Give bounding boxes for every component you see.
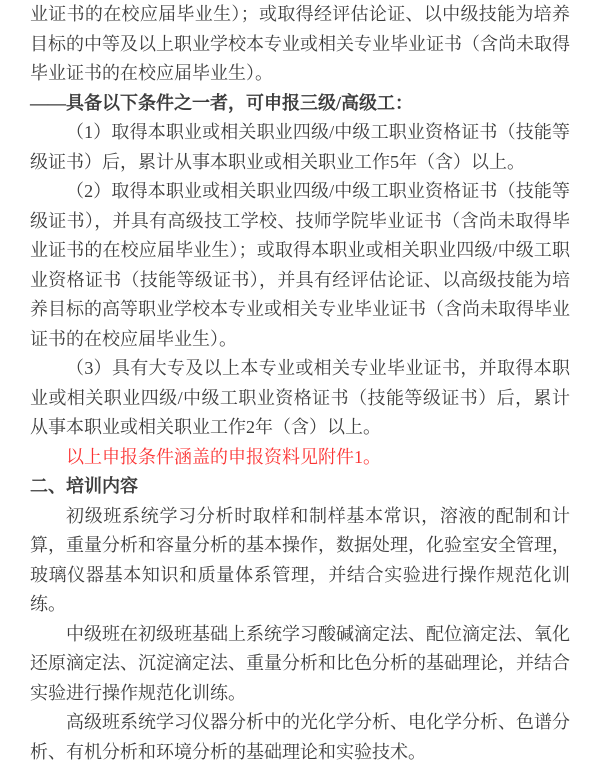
condition-item-1: （1）取得本职业或相关职业四级/中级工职业资格证书（技能等级证书）后，累计从事本职业或相关职业工作5年（含）以上。 <box>30 122 570 172</box>
heading-conditions-level3: ——具备以下条件之一者，可申报三级/高级工： <box>30 92 413 113</box>
paragraph-beginner-class: 初级班系统学习分析时取样和制样基本常识，溶液的配制和计算，重量分析和容量分析的基本操作，数据处理，化验室安全管理，玻璃仪器基本知识和质量体系管理，并结合实验进行操作规范化训练。 <box>30 505 570 614</box>
paragraph-intermediate-class: 中级班在初级班基础上系统学习酸碱滴定法、配位滴定法、氧化还原滴定法、沉淀滴定法、重量分析和比色分析的基础理论，并结合实验进行操作规范化训练。 <box>30 623 570 703</box>
section-heading-training-content: 二、培训内容 <box>30 476 138 496</box>
paragraph-advanced-class: 高级班系统学习仪器分析中的光化学分析、电化学分析、色谱分析、有机分析和环境分析的基础理论和实验技术。 <box>30 712 570 762</box>
paragraph-continuation: 业证书的在校应届毕业生）；或取得经评估论证、以中级技能为培养目标的中等及以上职业学校本专业或相关专业毕业证书（含尚未取得毕业证书的在校应届毕业生）。 <box>30 4 570 83</box>
condition-item-2: （2）取得本职业或相关职业四级/中级工职业资格证书（技能等级证书），并具有高级技工学校、技师学院毕业证书（含尚未取得毕业证书的在校应届毕业生）；或取得本职业或相关职业四级/中级工职业资格证书（技能等级证书），并具有经评估论证、以高级技能为培养目标的高等职业学校本专业或相关专业毕业证书（含尚未取得毕业证书的在校应届毕业生）。 <box>30 181 570 349</box>
condition-item-3: （3）具有大专及以上本专业或相关专业毕业证书，并取得本职业或相关职业四级/中级工职业资格证书（技能等级证书）后，累计从事本职业或相关职业工作2年（含）以上。 <box>30 358 570 437</box>
note-attachment-red: 以上申报条件涵盖的申报资料见附件1。 <box>66 446 381 467</box>
